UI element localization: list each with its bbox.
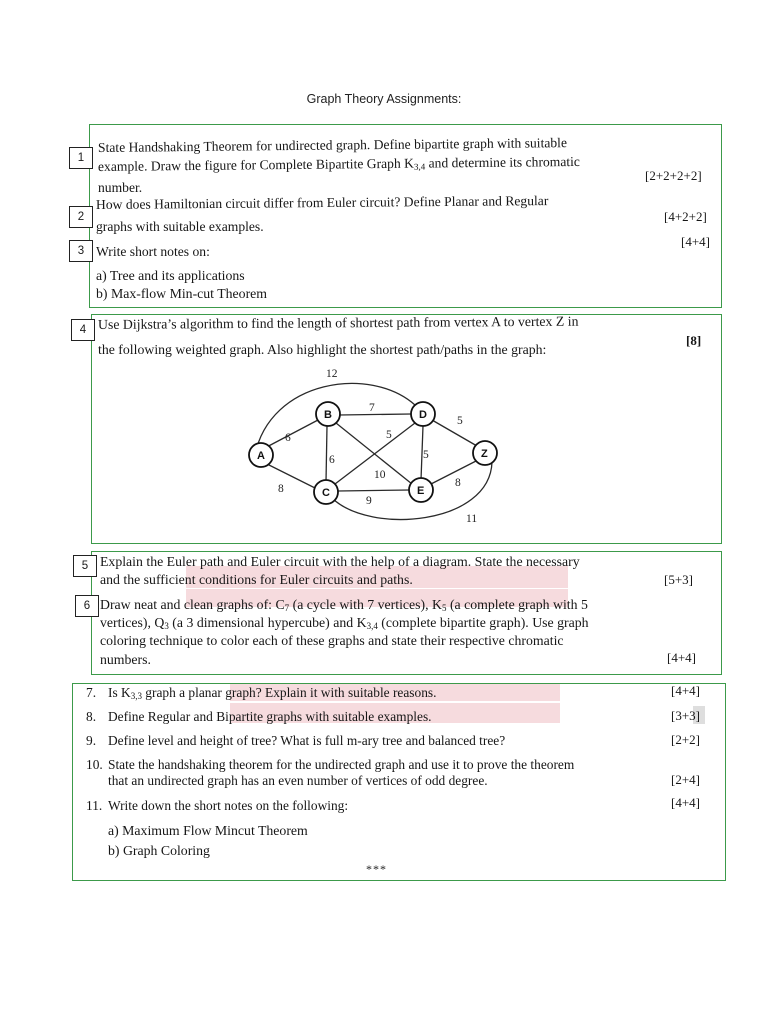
list-row (86, 732, 505, 750)
list-text: Define Regular and Bipartite graphs with suitable examples. (108, 709, 432, 724)
list-text: State the handshaking theorem for the undirected graph and use it to prove the theorem (108, 757, 575, 772)
weight-b-c: 6 (329, 454, 335, 466)
q6-line-2: vertices), $Q_3$ (a 3 dimensional hypercube) and $K_{3,4}$ (complete bipartite graph). Use graph (100, 615, 589, 631)
q6-line-3: coloring technique to color each of these graphs and state their respective chromatic (100, 633, 564, 648)
svg-text:D: D (419, 409, 427, 421)
question-number-6: 6 (75, 595, 99, 617)
q11-item-a: a) Maximum Flow Mincut Theorem (108, 823, 308, 838)
q11-item-b: b) Graph Coloring (108, 843, 210, 858)
list-row (86, 797, 348, 815)
q3-item-a: a) Tree and its applications (96, 268, 245, 283)
q2-line-2: graphs with suitable examples. (96, 219, 264, 234)
node-e (409, 478, 433, 502)
edge-c-e (338, 490, 410, 491)
question-number-2: 2 (69, 206, 93, 228)
weight-a-b: 6 (285, 432, 291, 444)
list-row (108, 772, 488, 790)
question-number-1: 1 (69, 147, 93, 169)
weight-c-e: 9 (366, 495, 372, 507)
svg-text:B: B (324, 409, 332, 421)
list-number: 11. (86, 798, 103, 813)
svg-text:Z: Z (481, 448, 488, 460)
q2-marks: [4+2+2] (664, 209, 707, 224)
q1-line-2: example. Draw the figure for Complete Bipartite Graph $K_{3,4}$ and determine its chromatic (97, 153, 580, 174)
q4-marks: [8] (686, 333, 702, 348)
q1-marks: [2+2+2+2] (645, 168, 702, 183)
edge-b-c (326, 426, 327, 482)
list-number: 9. (86, 733, 97, 748)
list-text: that an undirected graph has an even number of vertices of odd degree. (108, 773, 488, 788)
q5-marks: [5+3] (664, 572, 693, 587)
list-marks: [2+2] (671, 732, 700, 747)
q1-line-3: number. (98, 180, 143, 195)
edge-a-c (263, 462, 315, 488)
list-marks: [2+4] (671, 772, 700, 787)
weight-a-d: 12 (326, 368, 338, 380)
q3-marks: [4+4] (681, 234, 710, 249)
list-text: Write down the short notes on the following: (108, 798, 349, 813)
svg-text:A: A (257, 450, 265, 462)
q2-line-1: How does Hamiltonian circuit differ from Euler circuit? Define Planar and Regular (95, 193, 549, 212)
list-number: 8. (86, 709, 97, 724)
list-text-tail: graph a planar graph? Explain it with suitable reasons. (141, 685, 437, 700)
list-marks: [4+4] (671, 683, 700, 698)
q4-line-2: the following weighted graph. Also highlight the shortest path/paths in the graph: (98, 342, 547, 357)
list-text: Define level and height of tree? What is full m-ary tree and balanced tree? (108, 733, 506, 748)
edge-b-d (339, 414, 411, 415)
node-c (314, 480, 338, 504)
node-b (316, 402, 340, 426)
q5-line-1: Explain the Euler path and Euler circuit with the help of a diagram. State the necessary (100, 554, 580, 569)
list-marks: [4+4] (671, 795, 700, 810)
list-subscript: 3,3 (130, 691, 142, 701)
list-row (86, 708, 432, 726)
weight-e-z: 8 (455, 477, 461, 489)
page-title: Graph Theory Assignments: (306, 92, 462, 106)
question-number-4: 4 (71, 319, 95, 341)
node-d (411, 402, 435, 426)
list-number: 7. (86, 685, 97, 700)
q6-line-1: Draw neat and clean graphs of: $C_7$ (a cycle with 7 vertices), $K_5$ (a complete graph with 5 (100, 597, 588, 613)
list-number: 10. (86, 757, 103, 772)
list-row (86, 684, 436, 705)
q4-line-1: Use Dijkstra’s algorithm to find the length of shortest path from vertex A to vertex Z in (97, 313, 579, 332)
question-number-5: 5 (73, 555, 97, 577)
node-z (473, 441, 497, 465)
edge-d-z (432, 420, 477, 446)
question-number-3: 3 (69, 240, 93, 262)
node-a (249, 443, 273, 467)
weight-c-d: 5 (386, 429, 392, 441)
q3-text: Write short notes on: (96, 244, 210, 259)
q3-item-b: b) Max-flow Min-cut Theorem (96, 286, 268, 301)
weight-a-c: 8 (278, 483, 284, 495)
weight-b-d: 7 (369, 402, 375, 414)
list-marks: [3+3] (671, 708, 700, 723)
graph-svg (230, 360, 530, 530)
svg-text:C: C (322, 487, 330, 499)
end-mark: *** (366, 862, 387, 876)
weight-d-e: 5 (423, 449, 429, 461)
weight-d-z: 5 (457, 415, 463, 427)
weight-b-e: 10 (374, 469, 386, 481)
q6-marks: [4+4] (667, 650, 696, 665)
weighted-graph (230, 360, 530, 530)
svg-text:E: E (417, 485, 425, 497)
q6-line-4: numbers. (100, 652, 151, 667)
list-text: Is K (108, 685, 131, 700)
weight-c-z: 11 (466, 513, 478, 525)
q5-line-2: and the sufficient conditions for Euler circuits and paths. (100, 572, 413, 587)
q1-line-1: State Handshaking Theorem for undirected graph. Define bipartite graph with suitable (97, 135, 568, 155)
